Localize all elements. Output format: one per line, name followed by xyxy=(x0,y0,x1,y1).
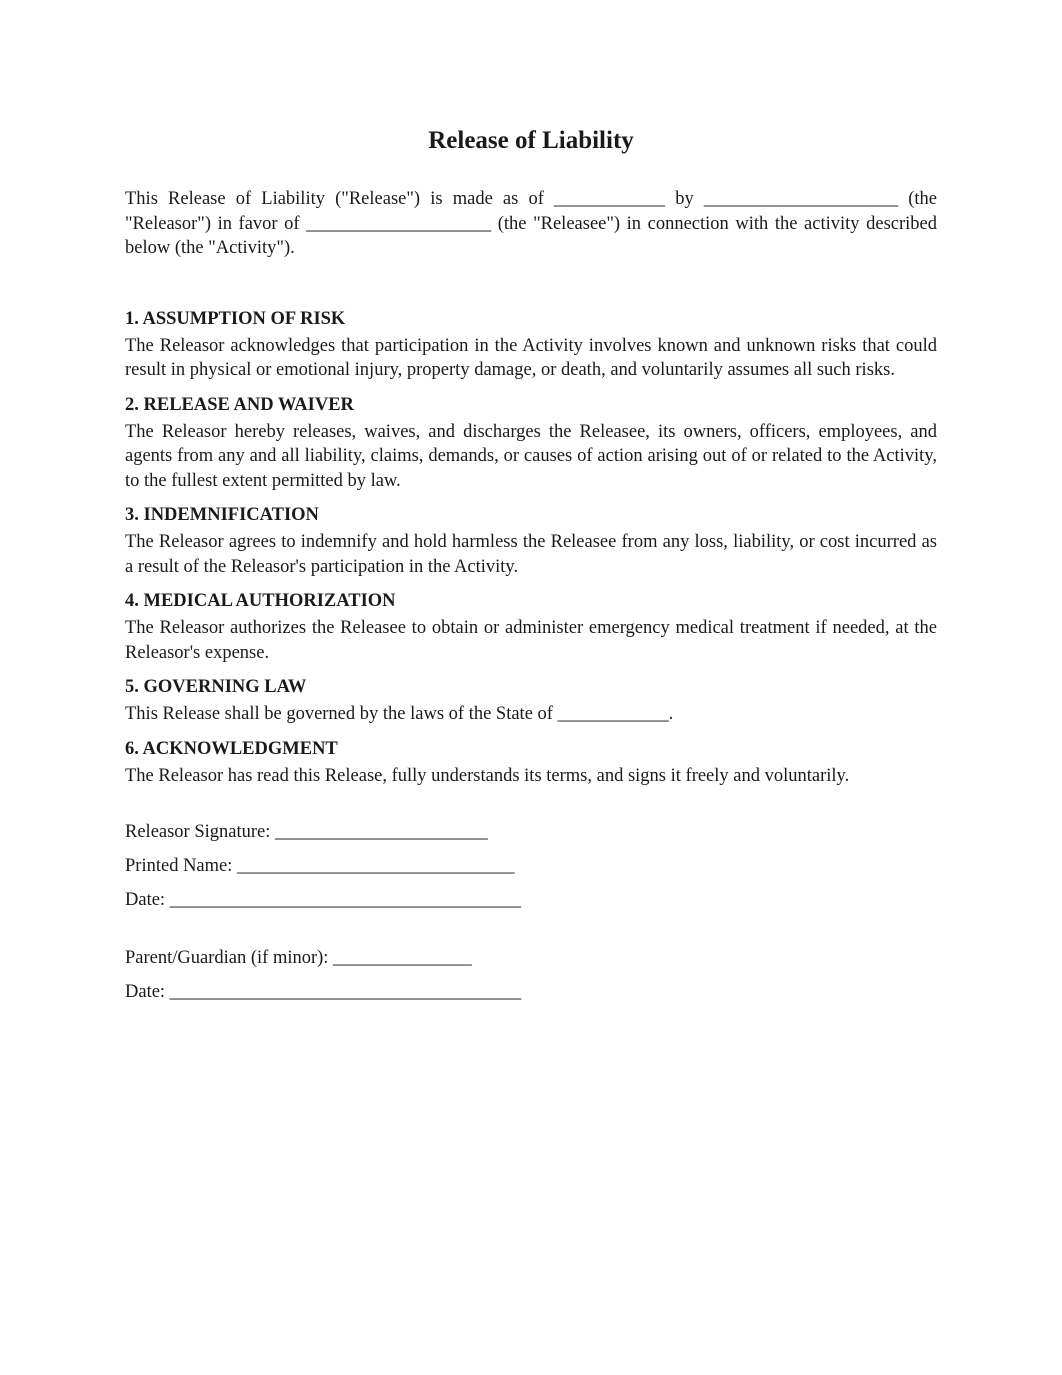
section-heading: 2. RELEASE AND WAIVER xyxy=(125,394,354,415)
section-body: The Releasor hereby releases, waives, and discharges the Releasee, its owners, officers, employees, and agents from any and all liability, claims, demands, or causes of action arising out of or related to the Activity, to the fullest extent permitted by law. xyxy=(125,421,937,491)
date-line: Date: ______________________________________ xyxy=(125,890,522,910)
signature-spacer xyxy=(125,922,937,946)
section-body: The Releasor has read this Release, fully understands its terms, and signs it freely and voluntarily. xyxy=(125,765,850,786)
section-heading: 1. ASSUMPTION OF RISK xyxy=(125,308,346,329)
document-title: Release of Liability xyxy=(428,127,634,154)
printed-name-line: Printed Name: ______________________________ xyxy=(125,856,515,876)
section-assumption-of-risk xyxy=(125,306,937,383)
section-body: The Releasor agrees to indemnify and hold harmless the Releasee from any loss, liability, or cost incurred as a result of the Releasor's participation in the Activity. xyxy=(125,532,937,577)
document-page xyxy=(125,120,937,1014)
section-body: This Release shall be governed by the laws of the State of ____________. xyxy=(125,704,674,724)
section-heading: 5. GOVERNING LAW xyxy=(125,677,307,697)
intro-paragraph: This Release of Liability ("Release") is made as of ____________ by _____________________ (the "Releasor") in favor of ____________________ (the "Releasee") in connection with the activity described below (the "Activity"). xyxy=(125,189,937,258)
section-release-and-waiver xyxy=(125,392,937,494)
guardian-date-line: Date: ______________________________________ xyxy=(125,982,522,1002)
guardian-signature-line: Parent/Guardian (if minor): _______________ xyxy=(125,948,472,968)
section-heading: 6. ACKNOWLEDGMENT xyxy=(125,738,338,759)
section-body: The Releasor acknowledges that participation in the Activity involves known and unknown risks that could result in physical or emotional injury, property damage, or death, and voluntarily assumes all such risks. xyxy=(125,335,937,380)
releasor-signature-line: Releasor Signature: _______________________ xyxy=(125,822,488,842)
section-indemnification xyxy=(125,502,937,579)
section-governing-law xyxy=(125,674,937,727)
signature-block xyxy=(125,820,937,1004)
section-heading: 4. MEDICAL AUTHORIZATION xyxy=(125,591,396,611)
section-acknowledgment xyxy=(125,736,937,789)
section-body: The Releasor authorizes the Releasee to obtain or administer emergency medical treatment if needed, at the Releasor's expense. xyxy=(125,618,937,663)
section-medical-authorization xyxy=(125,588,937,665)
section-heading: 3. INDEMNIFICATION xyxy=(125,505,319,525)
